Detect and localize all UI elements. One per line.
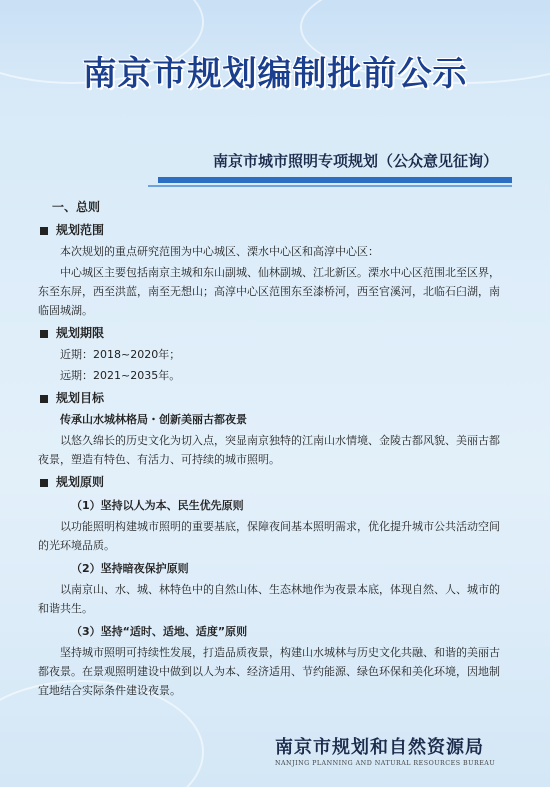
period-near: 近期：2018~2020年； — [60, 348, 181, 361]
subtitle: 南京市城市照明专项规划（公众意见征询） — [212, 152, 498, 170]
principle-title: （3）坚持“适时、适地、适度”原则 — [71, 625, 248, 638]
subtitle-underline-thin — [148, 185, 512, 187]
principle-title: （2）坚持暗夜保护原则 — [71, 562, 189, 575]
heading-principles — [38, 473, 508, 492]
page-title: 南京市规划编制批前公示 — [82, 54, 468, 94]
principle-text: 坚持城市照明可持续性发展，打造品质夜景，构建山水城林与历史文化共融、和谐的美丽古都夜景。在景观照明建设中做到以人为本、经济适用、节约能源、绿色环保和美化环境，因地制宜地结合实际条件建设夜景。 — [38, 646, 500, 697]
principle-title: （1）坚持以人为本、民生优先原则 — [71, 499, 244, 512]
square-bullet-icon — [40, 479, 48, 487]
square-bullet-icon — [40, 227, 48, 235]
bureau-name-en: NANJING PLANNING AND NATURAL RESOURCES BUREAU — [275, 760, 496, 767]
heading-label: 规划范围 — [56, 223, 105, 237]
goal-slogan: 传承山水城林格局・创新美丽古都夜景 — [60, 413, 247, 426]
principle-text: 以南京山、水、城、林特色中的自然山体、生态林地作为夜景本底，体现自然、人、城市的和谐共生。 — [38, 583, 500, 615]
bureau-name: 南京市规划和自然资源局 — [275, 737, 484, 758]
content — [38, 196, 508, 702]
footer-logo — [275, 733, 525, 767]
heading-goal — [38, 389, 508, 408]
heading-label: 规划目标 — [56, 391, 105, 405]
heading-period — [38, 324, 508, 343]
principle-text: 以功能照明构建城市照明的重要基底，保障夜间基本照明需求，优化提升城市公共活动空间的光环境品质。 — [38, 520, 500, 552]
square-bullet-icon — [40, 395, 48, 403]
paragraph: 中心城区主要包括南京主城和东山副城、仙林副城、江北新区。溧水中心区范围北至区界，东至东屏，西至洪蓝，南至无想山；高淳中心区范围东至漆桥河，西至官溪河，北临石臼湖，南临固城湖。 — [38, 266, 500, 317]
square-bullet-icon — [40, 330, 48, 338]
paragraph: 本次规划的重点研究范围为中心城区、溧水中心区和高淳中心区： — [60, 245, 379, 258]
subtitle-underline — [158, 177, 512, 183]
heading-label: 规划原则 — [56, 475, 105, 489]
period-far: 远期：2021~2035年。 — [60, 369, 181, 382]
paragraph: 以悠久绵长的历史文化为切入点，突显南京独特的江南山水情境、金陵古都风貌、美丽古都夜景，塑造有特色、有活力、可持续的城市照明。 — [38, 434, 500, 466]
heading-scope — [38, 221, 508, 240]
section-heading: 一、总则 — [52, 200, 101, 214]
heading-label: 规划期限 — [56, 326, 105, 340]
